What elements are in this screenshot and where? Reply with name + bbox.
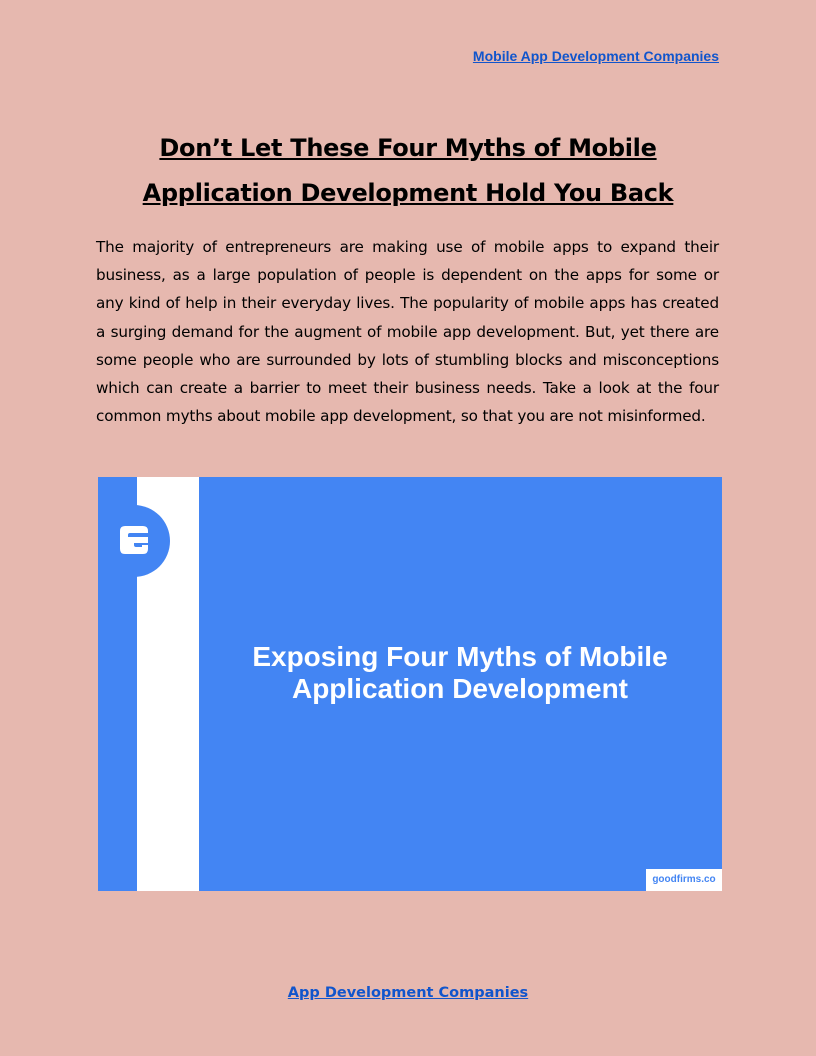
goodfirms-logo-icon bbox=[118, 524, 150, 556]
banner-title-line1: Exposing Four Myths of Mobile bbox=[252, 641, 668, 672]
banner-title bbox=[200, 641, 720, 705]
body-paragraph: The majority of entrepreneurs are making use of mobile apps to expand their business, as a large population of people is dependent on the apps for some or any kind of help in their everyday lives. The popularity of mobile apps has created a surging demand for the augment of mobile app development. But, yet there are some people who are surrounded by lots of stumbling blocks and misconceptions which can create a barrier to meet their business needs. Take a look at the four common myths about mobile app development, so that you are not misinformed. bbox=[96, 238, 719, 426]
footer-link-label[interactable]: App Development Companies bbox=[287, 985, 529, 1001]
goodfirms-badge: goodfirms.co bbox=[646, 869, 722, 891]
header-link-mobile-app-development-companies[interactable]: Mobile App Development Companies bbox=[472, 48, 719, 64]
banner-image bbox=[98, 477, 722, 891]
footer-link-app-development-companies[interactable] bbox=[0, 985, 816, 1001]
banner-title-line2: Application Development bbox=[291, 673, 629, 704]
page-title: Don’t Let These Four Myths of Mobile Application Development Hold You Back bbox=[142, 134, 674, 207]
